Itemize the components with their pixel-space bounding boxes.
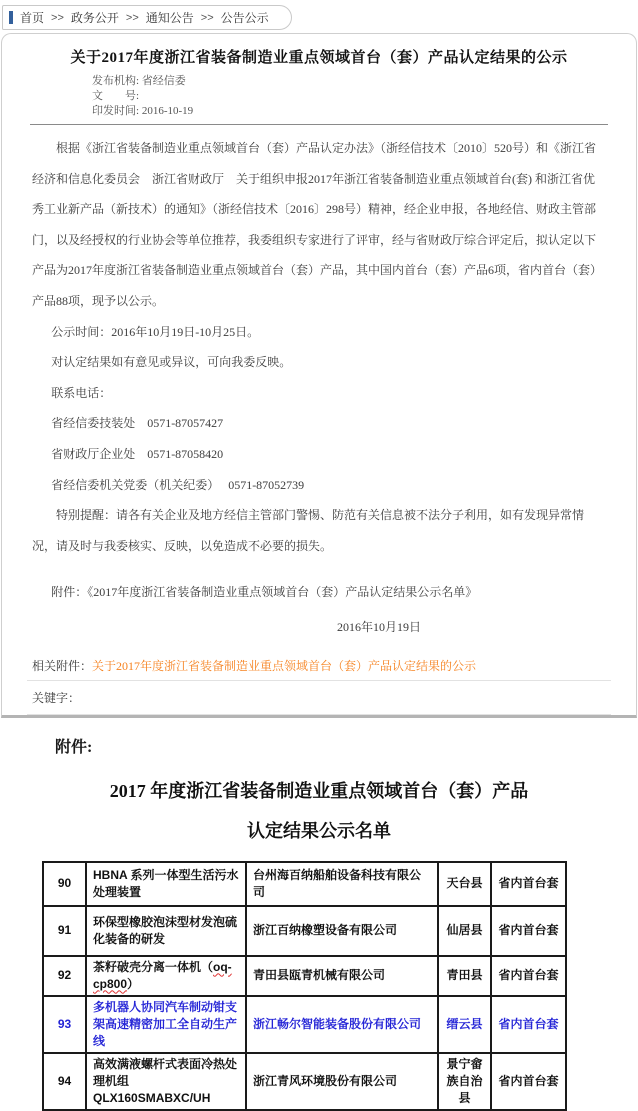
breadcrumb-item-home[interactable]: 首页 xyxy=(20,11,45,25)
article-meta xyxy=(92,74,636,119)
meta-publisher-value: 省经信委 xyxy=(141,75,186,87)
cell-county: 缙云县 xyxy=(438,996,491,1053)
breadcrumb-tab xyxy=(2,5,292,30)
article-panel xyxy=(1,33,637,718)
table-row xyxy=(43,1053,566,1110)
breadcrumb-item-notices[interactable]: 通知公告 xyxy=(145,11,194,25)
cell-company: 浙江青风环境股份有限公司 xyxy=(246,1053,438,1110)
keywords-label: 关键字： xyxy=(32,690,81,705)
cell-product: 高效满液螺杆式表面冷热处理机组 QLX160SMABXC/UH xyxy=(86,1053,246,1110)
meta-publisher xyxy=(92,74,636,89)
meta-docno-label: 文 号: xyxy=(92,90,140,102)
keywords-row xyxy=(27,681,611,715)
attachment-reference-line: 附件：《2017年度浙江省装备制造业重点领域首台（套）产品认定结果公示名单》 xyxy=(51,585,478,600)
product-text: 茶籽破壳分离一体机（ xyxy=(93,959,214,974)
cell-no: 94 xyxy=(43,1053,86,1110)
result-table xyxy=(42,861,567,1111)
attachment-label: 附件: xyxy=(55,738,93,756)
page-title: 关于2017年度浙江省装备制造业重点领域首台（套）产品认定结果的公示 xyxy=(70,50,568,66)
paragraph-objection: 对认定结果如有意见或异议，可向我委反映。 xyxy=(51,355,292,370)
breadcrumb xyxy=(0,0,638,30)
cell-product: HBNA 系列一体型生活污水处理装置 xyxy=(86,862,246,906)
cell-county: 天台县 xyxy=(438,862,491,906)
breadcrumb-separator: >> xyxy=(51,11,64,24)
breadcrumb-item-gov-open[interactable]: 政务公开 xyxy=(70,11,119,25)
cell-no: 91 xyxy=(43,906,86,956)
meta-printdate-value: 2016-10-19 xyxy=(141,105,194,117)
cell-no: 93 xyxy=(43,996,86,1053)
cell-product: 多机器人协同汽车制动钳支架高速精密加工全自动生产线 xyxy=(86,996,246,1053)
cell-type: 省内首台套 xyxy=(491,906,566,956)
cell-type: 省内首台套 xyxy=(491,862,566,906)
meta-publisher-label: 发布机构: xyxy=(92,75,142,87)
cell-company: 台州海百纳船舶设备科技有限公司 xyxy=(246,862,438,906)
related-attachment-row xyxy=(27,657,611,681)
breadcrumb-accent-bar-icon xyxy=(9,11,13,24)
paragraph-contact-1: 省经信委技装处 0571-87057427 xyxy=(51,416,224,431)
cell-type: 省内首台套 xyxy=(491,1053,566,1110)
paragraph-basis: 根据《浙江省装备制造业重点领域首台（套）产品认定办法》（浙经信技术〔2010〕520号）和《浙江省经济和信息化委员会 浙江省财政厅 关于组织申报2017年浙江省装备制造业重点领域首台(套) 和浙江省优秀工业新产品（新技术）的通知》（浙经信技术〔2016〕298号）精神，经企业申报，各地经信、财政主管部门，以及经授权的行业协会等单位推荐，我委组织专家进行了评审，经与省财政厅综合评定后，拟认定以下产品为2017年度浙江省装备制造业重点领域首台（套）产品，其中国内首台（套）产品6项，省内首台（套）产品88项，现予以公示。 xyxy=(32,141,603,308)
article-date: 2016年10月19日 xyxy=(336,619,421,634)
table-row xyxy=(43,862,566,906)
cell-product: 环保型橡胶泡沫型材发泡硫化装备的研发 xyxy=(86,906,246,956)
attachment-title-line1: 2017 年度浙江省装备制造业重点领域首台（套）产品 xyxy=(109,780,529,801)
cell-county: 青田县 xyxy=(438,956,491,996)
attachment-document xyxy=(0,718,638,1111)
cell-company: 浙江百纳橡塑设备有限公司 xyxy=(246,906,438,956)
paragraph-contact-3: 省经信委机关党委（机关纪委） 0571-87052739 xyxy=(51,477,305,492)
meta-printdate-label: 印发时间: xyxy=(92,105,142,117)
paragraph-contact-heading: 联系电话： xyxy=(51,385,112,400)
product-text: ） xyxy=(127,976,140,991)
paragraph-publicity-period: 公示时间：2016年10月19日-10月25日。 xyxy=(51,324,260,339)
attachment-title xyxy=(0,771,638,851)
table-row xyxy=(43,906,566,956)
cell-type: 省内首台套 xyxy=(491,996,566,1053)
breadcrumb-item-announcements[interactable]: 公告公示 xyxy=(220,11,269,25)
cell-type: 省内首台套 xyxy=(491,956,566,996)
attachment-title-line2: 认定结果公示名单 xyxy=(247,820,391,841)
breadcrumb-separator: >> xyxy=(125,11,139,24)
table-row-highlighted xyxy=(43,996,566,1053)
related-attachment-label: 相关附件： xyxy=(32,658,93,673)
table-row xyxy=(43,956,566,996)
meta-printdate xyxy=(92,104,636,119)
related-attachment-link[interactable]: 关于2017年度浙江省装备制造业重点领域首台（套）产品认定结果的公示 xyxy=(92,658,477,673)
cell-product xyxy=(86,956,246,996)
cell-company: 青田县瓯青机械有限公司 xyxy=(246,956,438,996)
product-code-spellcheck: oq-cp800 xyxy=(93,959,232,991)
breadcrumb-separator: >> xyxy=(200,11,214,24)
paragraph-warning: 特别提醒：请各有关企业及地方经信主管部门警惕、防范有关信息被不法分子利用，如有发现异常情况，请及时与我委核实、反映，以免造成不必要的损失。 xyxy=(32,508,585,553)
paragraph-contact-2: 省财政厅企业处 0571-87058420 xyxy=(51,446,224,461)
cell-company: 浙江畅尔智能装备股份有限公司 xyxy=(246,996,438,1053)
cell-no: 90 xyxy=(43,862,86,906)
cell-county: 景宁畲族自治县 xyxy=(438,1053,491,1110)
article-body xyxy=(2,125,636,643)
cell-no: 92 xyxy=(43,956,86,996)
meta-docno xyxy=(92,89,636,104)
cell-county: 仙居县 xyxy=(438,906,491,956)
